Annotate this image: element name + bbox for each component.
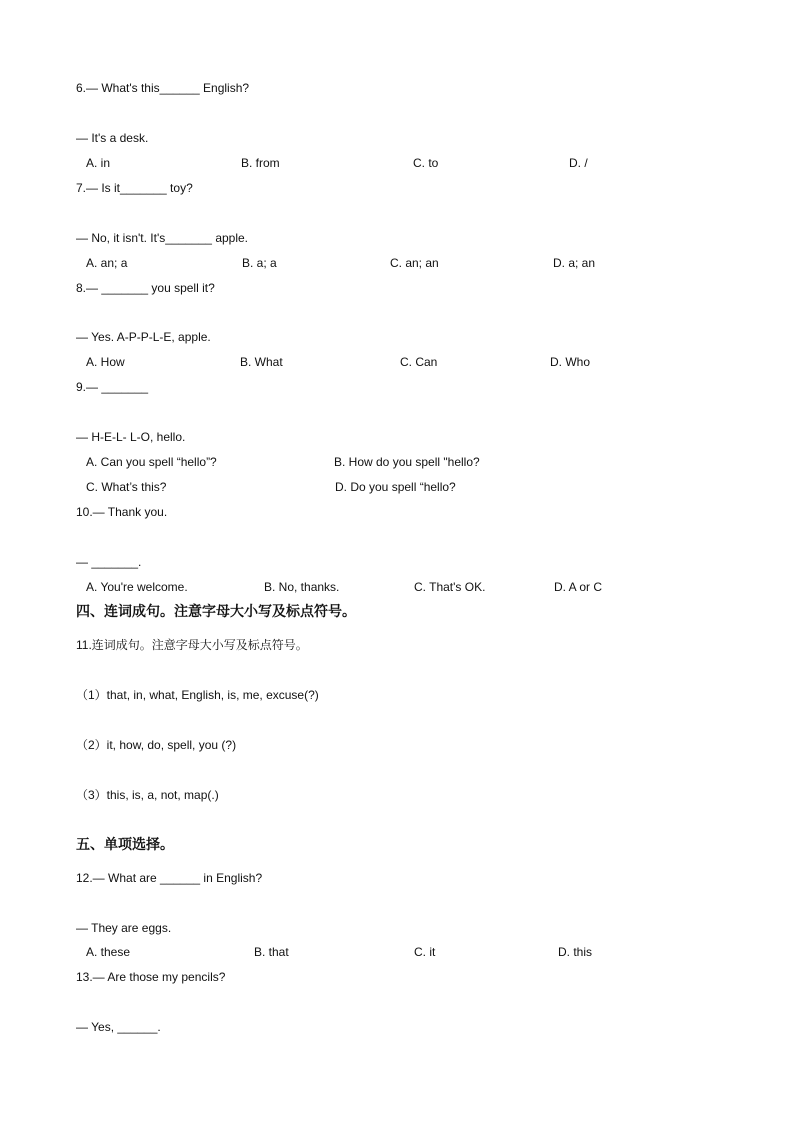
q10-option-d: D. A or C	[554, 580, 603, 594]
q8-option-d: D. Who	[550, 355, 591, 369]
q11-item-2: （2）it, how, do, spell, you (?)	[76, 738, 237, 752]
q7-option-c: C. an; an	[390, 256, 439, 270]
q12-option-d: D. this	[558, 945, 593, 959]
q8-option-b: B. What	[240, 355, 283, 369]
q11-prompt: 11.连词成句。注意字母大小写及标点符号。	[76, 638, 308, 652]
q9-answer: — H-E-L- L-O, hello.	[76, 430, 186, 444]
q7-option-b: B. a; a	[242, 256, 277, 270]
q11-item-3: （3）this, is, a, not, map(.)	[76, 788, 219, 802]
q8-prompt: 8.— _______ you spell it?	[76, 281, 215, 295]
q10-option-a: A. You're welcome.	[86, 580, 188, 594]
q8-option-c: C. Can	[400, 355, 438, 369]
q12-option-a: A. these	[86, 945, 131, 959]
q10-prompt: 10.— Thank you.	[76, 505, 168, 519]
q6-option-c: C. to	[413, 156, 439, 170]
q6-prompt: 6.— What's this______ English?	[76, 81, 250, 95]
q9-option-a: A. Can you spell “hello”?	[86, 455, 217, 469]
q7-answer: — No, it isn't. It's_______ apple.	[76, 231, 249, 245]
q10-option-b: B. No, thanks.	[264, 580, 340, 594]
q9-prompt: 9.— _______	[76, 380, 149, 394]
q10-answer: — _______.	[76, 555, 142, 569]
q9-option-b: B. How do you spell "hello?	[334, 455, 480, 469]
q12-option-b: B. that	[254, 945, 289, 959]
section-5-heading: 五、单项选择。	[76, 837, 174, 853]
q9-option-c: C. What’s this?	[86, 480, 167, 494]
q12-answer: — They are eggs.	[76, 921, 172, 935]
q12-option-c: C. it	[414, 945, 436, 959]
q7-option-d: D. a; an	[553, 256, 596, 270]
q10-option-c: C. That's OK.	[414, 580, 486, 594]
q6-option-d: D. /	[569, 156, 588, 170]
q12-prompt: 12.— What are ______ in English?	[76, 871, 263, 885]
q8-option-a: A. How	[86, 355, 125, 369]
q7-option-a: A. an; a	[86, 256, 128, 270]
q11-item-1: （1）that, in, what, English, is, me, excuse(?)	[76, 688, 319, 702]
q7-prompt: 7.— Is it_______ toy?	[76, 181, 193, 195]
section-4-heading: 四、连词成句。注意字母大小写及标点符号。	[76, 604, 356, 620]
q6-option-b: B. from	[241, 156, 280, 170]
q9-option-d: D. Do you spell “hello?	[335, 480, 456, 494]
q6-option-a: A. in	[86, 156, 111, 170]
q6-answer: — It's a desk.	[76, 131, 149, 145]
q8-answer: — Yes. A-P-P-L-E, apple.	[76, 330, 211, 344]
q13-prompt: 13.— Are those my pencils?	[76, 970, 226, 984]
q13-answer: — Yes, ______.	[76, 1020, 161, 1034]
